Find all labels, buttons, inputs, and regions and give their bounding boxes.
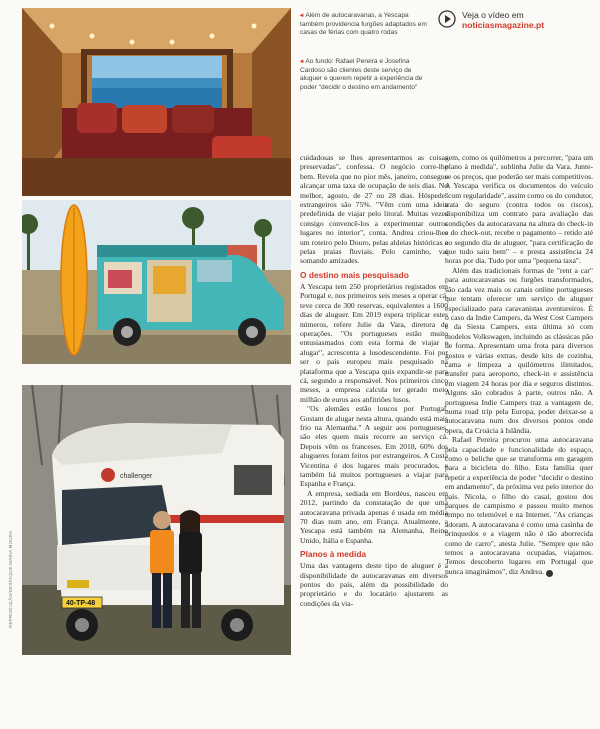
video-link[interactable]: noticiasmagazine.pt (462, 20, 545, 30)
left-arrow-icon: ◂ (300, 12, 304, 19)
video-label: Veja o vídeo em (462, 10, 524, 20)
license-plate (62, 597, 102, 608)
photo-credit: REPRODUÇÃO/DESTAQUE MARIA MOURA (8, 530, 13, 628)
paragraph: Além das tradicionais formas de "rent a car" para autocaravanas ou furgões transformados, são cada vez mais os canais online portugueses que tentam oferecer um serviço de aluguer especializado para caravanistas aventureiros. É o caso da Indie Campers, da West Cost Campers e da Siesta Campers, esta última só com modelos Volkswagen, incluindo as clássicas pão de forma. Apresentam uma frota para diversos gostos e várias extras, desde kits de cozinha, cama e limpeza a quilómetros ilimitados, transfer para aeroporto, check-in e assistência em viagem 24 horas por dia e seguros distintos. Alguns são cobrados à parte, outros não. A portuguesa Indie Campers traz a vantagem de, numa road trip pela Europa, poder deixar-se a autocaravana num dos diversos pontos onde opera, da Croácia à Islândia. (445, 265, 593, 435)
paragraph: "Os alemães estão loucos por Portugal. Gostam de alugar nesta altura, quando está mais frio na Alemanha." A seguir aos portugueses, são eles quem mais recorre ao serviço cá. Depois vêm os franceses. Em 2018, 60% dos alugueres foram feitos por estrangeiros. A Costa Vicentina é dos lugares mais procurados, e também há muitos portugueses a viajar para Espanha e França. (300, 404, 448, 489)
svg-text:challenger: challenger (120, 473, 153, 480)
play-icon[interactable] (438, 10, 456, 28)
caption-text: Além de autocaravanas, a Yescapa também providencia furgões adaptados em casas de férias com quatro rodas (300, 12, 427, 37)
paragraph (445, 435, 593, 577)
article-column-right (445, 153, 593, 577)
section-heading: Planos à medida (300, 549, 367, 560)
paragraph: Uma das vantagens deste tipo de aluguer é a disponibilidade de autocaravanas em diversos pontos do país, além da possibilidade do proprietário e do locatário ajustarem as condições da via- (300, 561, 448, 608)
plate-text: 40-TP-48 (66, 600, 96, 607)
caption-bottom (300, 58, 430, 92)
photo-van-interior (22, 8, 291, 196)
paragraph: gem, como os quilómetros a percorrer, "para um plano à medida", sublinha Julie da Vara. Junte-se os preços, que poderão ser mais competitivos. A Yescapa verifica os documentos do veículo "com regularidade", assim como os do condutor, trata do seguro (contra todos os riscos), disponibiliza um contrato para avaliação das condições da autocaravana na altura do check-in e do check-out, recebe o pagamento – retido até ao segundo dia de aluguer, "para certificação de que tudo saiu bem" – e presta assistência 24 horas por dia. Tudo por uma "pequena taxa". (445, 153, 593, 266)
paragraph: cuidadosas se lhes apresentarmos as coisas preservadas", confessa. O negócio corre-lhe bem. Revela que no pior mês, janeiro, consegue alcançar uma taxa de ocupação de seis dias. No melhor, agosto, de 27 ou 28 dias. Hóspedes estrangeiros são 75%. "Vêm com uma ideia predefinida de viajar pelo litoral. Muitas vezes consigo convencê-los a experimentar outros lugares no interior", conta. Andrea criou-lhes um roteiro pelo Douro, pelas aldeias históricas e pelas praias fluviais. Pelo caminho, vai somando amizades. (300, 153, 448, 266)
van-interior-illustration (22, 8, 291, 196)
caption-text: Ao fundo: Rafael Pereira e Josefina Cardoso são clientes deste serviço de aluguer e querem repetir a experiência de poder "decidir o destino em andamento" (300, 58, 423, 91)
article-column-middle (300, 153, 448, 608)
surf-van-illustration (22, 200, 291, 364)
video-promo[interactable] (438, 10, 588, 36)
section-heading: O destino mais pesquisado (300, 269, 409, 280)
caption-top (300, 12, 430, 38)
photo-motorhome (22, 385, 291, 655)
paragraph-text: Rafael Pereira procurou uma autocaravana pela capacidade e funcionalidade do espaço, como o beliche que se transforma em garagem para a bicicleta do filho. Esta família quer repetir a experiência de poder "decidir o destino em andamento", da próxima vez pelo interior do país. Nicola, o filho do casal, gostou dos parques de campismo e passou muito menos tempo no telemóvel e na Internet. "As crianças adoram. A autocaravana é como uma casinha de brinquedos e a viagem não é tão aborrecida como de carro", atesta Julie. "Sempre que não temos a autocaravana ocupadas, viajamos. Temos descoberto lugares em Portugal que nunca imaginámos", diz Andrea. (445, 435, 593, 576)
motorhome-illustration (22, 385, 291, 655)
photo-surf-van (22, 200, 291, 364)
end-of-article-icon: ● (546, 570, 553, 577)
paragraph: A Yescapa tem 250 proprietários registados em Portugal e, nos primeiros seis meses a operar cá, teve cerca de 300 reservas, equivalentes a 1600 dias de aluguer. Em 2019 espera triplicar estes números, refere Julie da Vara, diretora de operações. "Os portugueses estão muito entusiasmados com esta forma de viajar e alugar", acrescenta a lusodescendente. Foi por ser o país europeu mais pesquisado na plataforma que a Yescapa quis expandir-se para cá, segundo a responsável. Nos primeiros cinco meses, a empresa calcula ter gerado meio milhão de euros aos anfitriões lusos. (300, 281, 448, 404)
paragraph: A empresa, sediada em Bordéus, nasceu em 2012, partindo da constatação de que uma autocaravana privada apenas é usada em média 70 dias num ano, em França. Atualmente, a Yescapa está também na Alemanha, Reino Unido, Itália e Espanha. (300, 488, 448, 545)
left-arrow-icon: ◂ (300, 58, 304, 65)
